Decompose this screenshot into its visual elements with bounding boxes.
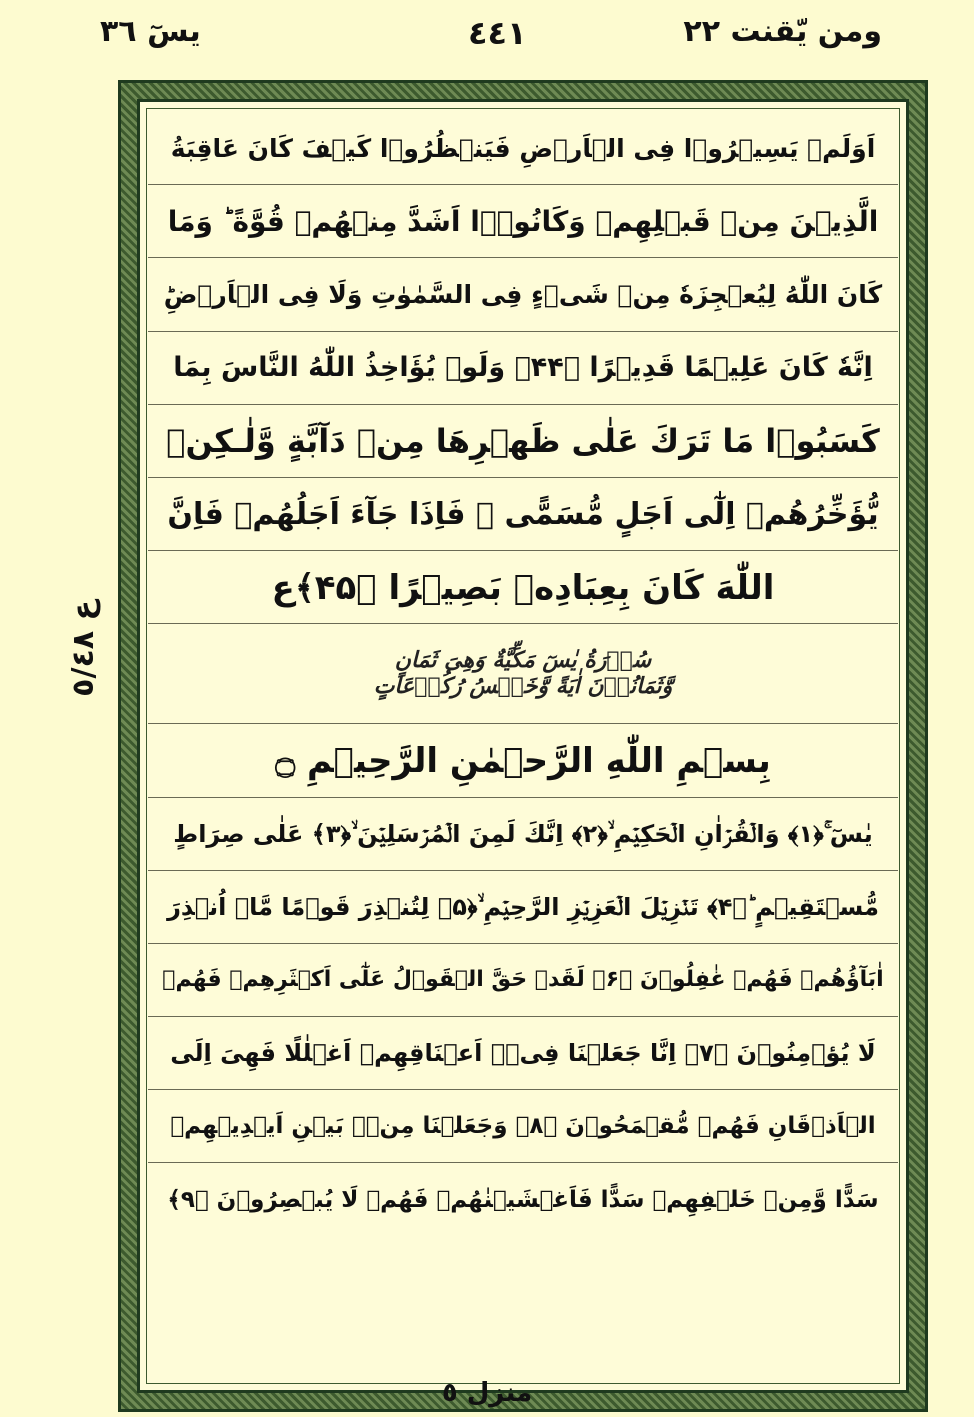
juz-name: ومن يّقنت ٢٢ (683, 14, 882, 49)
surah-title: سُوۡرَةُ يٰسٓ مَكِّيَّةٌ وَهِىَ ثَمَانٍ وَّثَمَانُوۡنَ اٰيَةً وَّخَمۡسُ رُكُوۡعَاتٍ (373, 647, 673, 699)
page-header (0, 6, 974, 62)
page-number: ٤٤١ (468, 14, 527, 52)
text-panel (137, 99, 909, 1393)
verse-line: اٰبَآؤُهُمۡ فَهُمۡ غٰفِلُوۡنَ ﴿۶﴾ لَقَدۡ حَقَّ الۡقَوۡلُ عَلٰٓى اَكۡثَرِهِمۡ فَهُمۡ (148, 944, 898, 1017)
verse-line: الَّذِيۡنَ مِنۡ قَبۡلِهِمۡ وَكَانُوۡۤا اَشَدَّ مِنۡهُمۡ قُوَّةً ؕ وَمَا (148, 185, 898, 258)
surah-title-banner (148, 624, 898, 724)
verse-line: كَسَبُوۡا مَا تَرَكَ عَلٰى ظَهۡرِهَا مِنۡ دَآبَّةٍ وَّلٰـكِنۡ (148, 405, 898, 478)
ornamental-border (118, 80, 928, 1412)
verse-line: سَدًّا وَّمِنۡ خَلۡفِهِمۡ سَدًّا فَاَغۡشَيۡنٰهُمۡ فَهُمۡ لَا يُبۡصِرُوۡنَ ﴿۹﴾ (167, 1187, 879, 1214)
manzil-label: منزل ٥ (441, 1378, 533, 1408)
verse-line: يُّؤَخِّرُهُمۡ اِلٰٓى اَجَلٍ مُّسَمًّى ۚ فَاِذَا جَآءَ اَجَلُهُمۡ فَاِنَّ (148, 478, 898, 551)
verse-line: لَا يُؤۡمِنُوۡنَ ﴿۷﴾ اِنَّا جَعَلۡنَا فِىۡۤ اَعۡنَاقِهِمۡ اَغۡلٰلًا فَهِىَ اِلَى (148, 1017, 898, 1090)
bismillah-line: بِسۡمِ اللّٰهِ الرَّحۡمٰنِ الرَّحِيۡمِ ۝ (148, 724, 898, 797)
verse-line: كَانَ اللّٰهُ لِيُعۡجِزَهٗ مِنۡ شَىۡءٍ فِى السَّمٰوٰتِ وَلَا فِى الۡاَرۡضِؕ (148, 258, 898, 331)
surah-label: يسٓ ٣٦ (100, 14, 201, 49)
verse-line: يٰسٓ ۚ﴿۱﴾ وَالۡقُرۡاٰنِ الۡحَكِيۡمِ ۙ﴿۲﴾ اِنَّكَ لَمِنَ الۡمُرۡسَلِيۡنَ ۙ﴿۳﴾ عَلٰى صِرَاطٍ (148, 798, 898, 871)
verse-line: اِنَّهٗ كَانَ عَلِيۡمًا قَدِيۡرًا ﴿۴۴﴾ وَلَوۡ يُؤَاخِذُ اللّٰهُ النَّاسَ بِمَا (148, 332, 898, 405)
verse-line: اللّٰهَ كَانَ بِعِبَادِهٖ بَصِيۡرًا ﴿۴۵﴾ع (148, 551, 898, 624)
verse-line: اَوَلَمۡ يَسِيۡرُوۡا فِى الۡاَرۡضِ فَيَنۡظُرُوۡا كَيۡفَ كَانَ عَاقِبَةُ (148, 112, 898, 185)
verse-lines (148, 112, 898, 1380)
ruku-marker: ع ٥/٤٨ (66, 600, 101, 697)
verse-line: مُّسۡتَقِيۡمٍ ؕ﴿۴﴾ تَنۡزِيۡلَ الۡعَزِيۡزِ الرَّحِيۡمِ ۙ﴿۵﴾ لِتُنۡذِرَ قَوۡمًا مَّاۤ اُنۡذِرَ (148, 871, 898, 944)
verse-line: الۡاَذۡقَانِ فَهُمۡ مُّقۡمَحُوۡنَ ﴿۸﴾ وَجَعَلۡنَا مِنۡۢ بَيۡنِ اَيۡدِيۡهِمۡ (148, 1090, 898, 1163)
